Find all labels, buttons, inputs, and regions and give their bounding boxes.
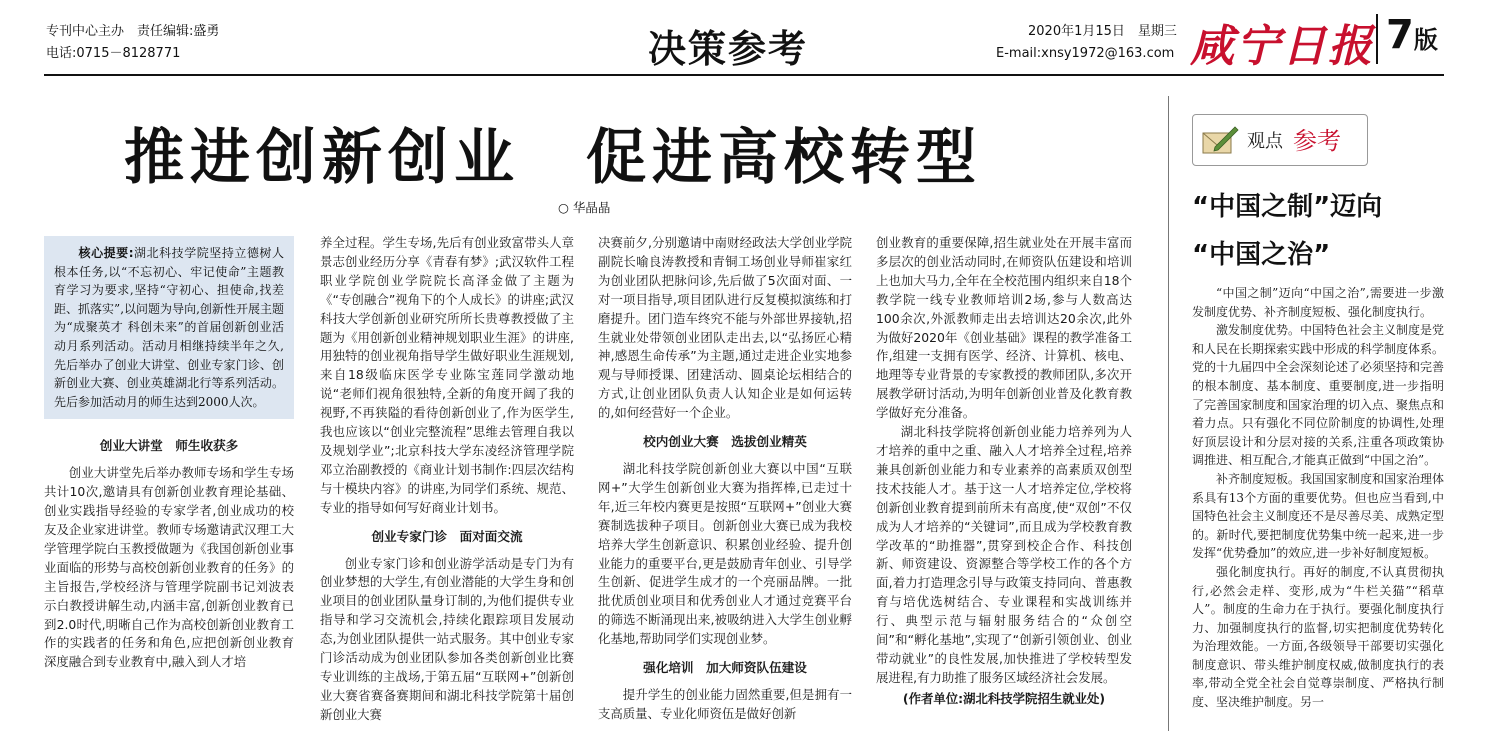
paragraph: 创业专家门诊和创业游学活动是专门为有创业梦想的大学生,有创业潜能的大学生身和创业项目的创业团队量身订制的,为他们提供专业指导和学习交流机会,持续化跟踪项目发展动态,为创业团队提供一站式服务。其中创业专家门诊活动成为创业团队参加各类创新创业比赛专业训练的主战场,于第五届“互联网+”创新创业大赛省赛备赛期间和湖北科技学院第十届创新创业大赛 bbox=[320, 555, 574, 722]
opinion-badge-label: 观点 bbox=[1247, 131, 1283, 152]
opinion-title-line2: “中国之治” bbox=[1192, 240, 1331, 270]
page-number-block bbox=[1386, 12, 1438, 58]
column-divider bbox=[1168, 96, 1169, 731]
header-phone-line: 电话:0715－8128771 bbox=[46, 46, 181, 61]
header-date: 2020年1月15日 星期三 bbox=[1028, 24, 1177, 39]
header-email: E-mail:xnsy1972@163.com bbox=[996, 46, 1175, 61]
paragraph: 湖北科技学院创新创业大赛以中国“互联网+”大学生创新创业大赛为指挥棒,已走过十年,近三年校内赛更是按照“互联网+”创业大赛赛制选拔种子项目。创新创业大赛已成为我校培养大学生创新意识、积累创业经验、提升创业能力的重要平台,更是鼓励青年创业、引导学生创新、促进学生成才的一个亮丽品牌。一批批优质创业项目和优秀创业人才通过竞赛平台的筛选不断涌现出来,被吸纳进入大学生创业孵化基地,帮助同学们实现创业梦。 bbox=[598, 460, 852, 647]
page-number: 7 bbox=[1386, 12, 1414, 58]
paragraph: 决赛前夕,分别邀请中南财经政法大学创业学院副院长喻良涛教授和青铜工场创业导师崔家红为创业团队把脉问诊,先后做了5次面对面、一对一项目指导,项目团队进行反复模拟演练和打磨提升。团门造车终究不能与外部世界接轨,招生就业处带领创业团队走出去,以“弘扬匠心精神,感恩生命传承”为主题,通过走进企业实地参观与导师授课、团建活动、圆桌论坛相结合的方式,让创业团队负责人认知企业是如何运转的,如何经营好一个企业。 bbox=[598, 235, 852, 421]
opinion-body bbox=[1192, 284, 1444, 712]
paragraph: 湖北科技学院将创新创业能力培养列为人才培养的重中之重、融入人才培养全过程,培养兼具创新创业能力和专业素养的高素质双创型技术技能人才。基于这一人才培养定位,学校将创新创业教育提到前所未有高度,使“双创”不仅成为人才培养的“关键词”,而且成为学校教育教学改革的“助推器”,贯穿到校企合作、科技创新、师资建设、资源整合等学校工作的各个方面,着力打造理念引导与政策支持同向、普惠教育与培优选树结合、专业课程和实战训练并行、典型示范与辐射服务结合的“众创空间”和“孵化基地”,实现了“创新引领创业、创业带动就业”的良性发展,加快推进了学校转型发展进程,有力助推了服务区域经济社会发展。 bbox=[876, 424, 1132, 685]
article-headline: 推进创新创业 促进高校转型 bbox=[124, 123, 982, 193]
subheading-training: 强化培训 加大师资队伍建设 bbox=[643, 660, 807, 676]
page-unit: 版 bbox=[1413, 26, 1438, 54]
subheading-contest: 校内创业大赛 选拔创业精英 bbox=[643, 434, 807, 450]
header-editor-line: 专刊中心主办 责任编辑:盛勇 bbox=[46, 24, 220, 39]
article-column-1 bbox=[44, 236, 294, 672]
abstract-text: 湖北科技学院坚持立德树人根本任务,以“不忘初心、牢记使命”主题教育学习为要求,坚持“守初心、担使命,找差距、抓落实”,以问题为导向,创新性开展主题为“成聚英才 科创未来”的首届创新创业活动月系列活动。活动月相继持续半年之久,先后举办了创业大讲堂、创业专家门诊、创新创业大赛、创业英雄湖北行等系列活动。先后参加活动月的师生达到2000人次。 bbox=[54, 246, 284, 409]
opinion-badge-accent: 参考 bbox=[1293, 127, 1341, 155]
abstract-box bbox=[44, 236, 294, 419]
subheading-lecture: 创业大讲堂 师生收获多 bbox=[99, 438, 239, 454]
paragraph: 创业教育的重要保障,招生就业处在开展丰富而多层次的创业活动同时,在师资队伍建设和培训上也加大马力,全年在全校范围内组织来自18个教学院一线专业教师培训2场,参与人数高达100余次,外派教师走出去培训达20余次,此外为做好2020年《创业基础》课程的教学准备工作,组建一支拥有医学、经济、计算机、核电、地理等专业背景的专家教授的教师团队,多次开展教学研讨活动,为明年创新创业普及化教育教学做好充分准备。 bbox=[876, 235, 1132, 421]
abstract-label: 核心提要: bbox=[78, 246, 134, 260]
article-column-2 bbox=[320, 234, 574, 725]
paragraph: 强化制度执行。再好的制度,不认真贯彻执行,必然会走样、变形,成为“牛栏关猫”“稻草人”。制度的生命力在于执行。要强化制度执行力、加强制度执行的监督,切实把制度优势转化为治理效能。一方面,各级领导干部要切实强化制度意识、带头维护制度权威,做制度执行的表率,带动全党全社会自觉尊崇制度、严格执行制度、坚决维护制度。另一 bbox=[1192, 564, 1444, 710]
paragraph: 养全过程。学生专场,先后有创业致富带头人章景志创业经历分享《青春有梦》;武汉软件工程职业学院创业学院院长高泽金做了主题为《“专创融合”视角下的个人成长》的讲座;武汉科技大学创新创业研究所所长贵尊教授做了主题为《用创新创业精神规划职业生涯》的讲座,用独特的创业视角指导学生做好职业生涯规划,来自18级临床医学专业陈宝莲同学激动地说“老师们视角很独特,全新的角度开阔了我的视野,不再狭隘的看待创新创业了,作为医学生,我也应该以“创业完整流程”思维去管理自我以及规划学业”;北京科技大学东凌经济管理学院邓立治副教授的《商业计划书制作:四层次结构与十模块内容》的讲座,为同学们系统、规范、专业的指导如何写好商业计划书。 bbox=[320, 235, 574, 515]
paragraph: 提升学生的创业能力固然重要,但是拥有一支高质量、专业化师资伍是做好创新 bbox=[598, 686, 852, 721]
masthead-logo: 咸宁日报 bbox=[1190, 21, 1374, 72]
opinion-badge bbox=[1192, 114, 1368, 166]
paragraph: “中国之制”迈向“中国之治”,需要进一步激发制度优势、补齐制度短板、强化制度执行。 bbox=[1192, 286, 1444, 319]
masthead-divider bbox=[1376, 14, 1378, 64]
paragraph: 补齐制度短板。我国国家制度和国家治理体系具有13个方面的重要优势。但也应当看到,中国特色社会主义制度还不是尽善尽美、成熟定型的。新时代,要把制度优势集中统一起来,进一步发挥“优势叠加”的效应,进一步补好制度短板。 bbox=[1192, 471, 1445, 561]
section-title: 决策参考 bbox=[648, 27, 809, 71]
subheading-expert-clinic: 创业专家门诊 面对面交流 bbox=[371, 528, 523, 544]
opinion-title-line1: “中国之制”迈向 bbox=[1192, 192, 1383, 222]
paragraph: 创业大讲堂先后举办教师专场和学生专场共计10次,邀请具有创新创业教育理论基础、创业实践指导经验的专家学者,创业成功的校友及企业家进讲堂。教师专场邀请武汉理工大学管理学院白玉教授做题为《我国创新创业事业面临的形势与高校创新创业教育的任务》的主旨报告,学校经济与管理学院副书记刘波表示白教授讲解生动,内涵丰富,创新创业教育已到2.0时代,明晰自己作为高校创新创业教育工作的实践者的任务和角色,应把创新创业教育深度融合到专业教育中,融入到人才培 bbox=[44, 465, 294, 670]
article-byline: ○ 华晶晶 bbox=[558, 200, 611, 215]
paragraph: 激发制度优势。中国特色社会主义制度是党和人民在长期探索实践中形成的科学制度体系。党的十九届四中全会深刻论述了必须坚持和完善的根本制度、基本制度、重要制度,进一步指明了完善国家制度和国家治理的切入点、聚焦点和着力点。只有强化不同位阶制度的协调性,处理好顶层设计和分层对接的关系,注重各项政策协调推进、相互配合,才能真正做到“中国之治”。 bbox=[1192, 323, 1445, 468]
article-column-4 bbox=[876, 234, 1132, 709]
header-rule bbox=[44, 74, 1444, 76]
envelope-pen-icon bbox=[1201, 123, 1239, 157]
article-column-3 bbox=[598, 234, 852, 724]
author-unit: (作者单位:湖北科技学院招生就业处) bbox=[902, 690, 1106, 706]
